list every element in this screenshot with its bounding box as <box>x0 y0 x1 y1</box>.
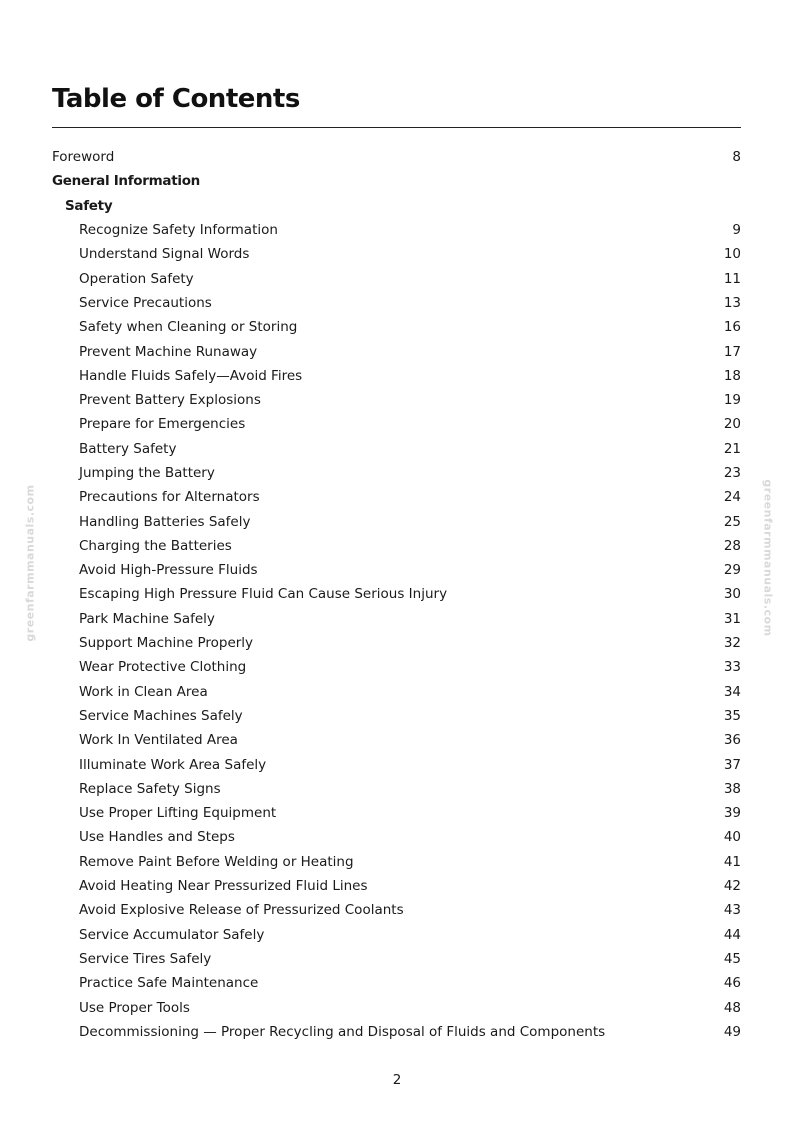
toc-entry-label: Prevent Battery Explosions <box>79 392 261 409</box>
toc-entry[interactable] <box>52 825 741 849</box>
toc-entry[interactable] <box>52 752 741 776</box>
toc-entry[interactable] <box>52 291 741 315</box>
toc-entry[interactable] <box>52 680 741 704</box>
toc-entry[interactable] <box>52 534 741 558</box>
toc-entry-page: 10 <box>723 246 741 263</box>
toc-entry[interactable] <box>52 898 741 922</box>
toc-entry-page: 44 <box>723 926 741 943</box>
toc-entry-page: 34 <box>723 683 741 700</box>
toc-entry-label: Handle Fluids Safely—Avoid Fires <box>79 367 303 384</box>
toc-entry[interactable] <box>52 631 741 655</box>
toc-entry[interactable] <box>52 509 741 533</box>
toc-entry[interactable] <box>52 704 741 728</box>
watermark-right: greenfarmmanuals.com <box>761 479 775 637</box>
toc-entry[interactable] <box>52 339 741 363</box>
toc-entry-label: Prepare for Emergencies <box>79 416 246 433</box>
toc-entry-page: 20 <box>723 416 741 433</box>
toc-entry[interactable] <box>52 218 741 242</box>
toc-entry[interactable] <box>52 582 741 606</box>
title-divider <box>52 127 741 128</box>
toc-heading[interactable] <box>52 145 741 169</box>
toc-entry[interactable] <box>52 412 741 436</box>
watermark-left: greenfarmmanuals.com <box>23 484 37 642</box>
toc-entry-label: Understand Signal Words <box>79 246 250 263</box>
toc-entry-page: 46 <box>723 975 741 992</box>
toc-entry-page: 42 <box>723 878 741 895</box>
toc-entry-page: 32 <box>723 635 741 652</box>
toc-entry-label: Avoid Explosive Release of Pressurized Coolants <box>79 902 404 919</box>
toc-entry-label: Decommissioning — Proper Recycling and Disposal of Fluids and Components <box>79 1023 606 1040</box>
toc-entry-label: Foreword <box>52 149 115 166</box>
toc-entry-page: 25 <box>723 513 741 530</box>
toc-entry-page: 24 <box>723 489 741 506</box>
toc-entry-page: 29 <box>723 562 741 579</box>
toc-entry-label: Battery Safety <box>79 440 177 457</box>
toc-entry[interactable] <box>52 728 741 752</box>
toc-entry-page: 48 <box>723 999 741 1016</box>
toc-entry[interactable] <box>52 242 741 266</box>
toc-entry-page: 23 <box>723 465 741 481</box>
toc-entry-page: 41 <box>723 853 741 870</box>
toc-entry-label: Safety when Cleaning or Storing <box>79 319 298 336</box>
toc-entry-label: Service Accumulator Safely <box>79 926 265 943</box>
toc-entry-page: 36 <box>723 732 741 749</box>
toc-entry-label: Park Machine Safely <box>79 610 215 627</box>
toc-entry[interactable] <box>52 971 741 995</box>
toc-entry-label: Work in Clean Area <box>79 683 208 700</box>
toc-entry-label: General Information <box>52 173 200 190</box>
page-title: Table of Contents <box>52 84 300 114</box>
toc-entry-label: Safety <box>65 197 113 214</box>
toc-entry-label: Service Precautions <box>79 294 212 311</box>
toc-entry-label: Service Machines Safely <box>79 707 243 724</box>
toc-entry-page: 39 <box>723 805 741 822</box>
toc-entry-label: Jumping the Battery <box>79 465 215 481</box>
toc-entry[interactable] <box>52 315 741 339</box>
toc-entry-page: 19 <box>723 392 741 409</box>
toc-entry-label: Illuminate Work Area Safely <box>79 756 267 773</box>
toc-entry[interactable] <box>52 777 741 801</box>
toc-entry-page: 31 <box>723 610 741 627</box>
toc-entry-label: Avoid High-Pressure Fluids <box>79 562 258 579</box>
toc-entry[interactable] <box>52 1020 741 1044</box>
toc-entry[interactable] <box>52 558 741 582</box>
toc-entry-page: 43 <box>723 902 741 919</box>
toc-entry-label: Remove Paint Before Welding or Heating <box>79 853 354 870</box>
toc-entry-label: Precautions for Alternators <box>79 489 260 506</box>
toc-entry-label: Charging the Batteries <box>79 537 232 554</box>
toc-entry-page: 21 <box>723 440 741 457</box>
toc-list <box>52 145 741 1044</box>
toc-entry[interactable] <box>52 850 741 874</box>
toc-entry[interactable] <box>52 874 741 898</box>
toc-heading <box>52 194 741 218</box>
toc-entry[interactable] <box>52 947 741 971</box>
toc-entry-page: 35 <box>723 707 741 724</box>
toc-entry[interactable] <box>52 923 741 947</box>
toc-entry[interactable] <box>52 461 741 485</box>
toc-entry[interactable] <box>52 437 741 461</box>
toc-entry-page: 11 <box>723 270 741 287</box>
toc-entry-page: 33 <box>723 659 741 676</box>
toc-entry-label: Wear Protective Clothing <box>79 659 247 676</box>
toc-entry-page: 30 <box>723 586 741 603</box>
toc-entry-label: Handling Batteries Safely <box>79 513 251 530</box>
toc-entry-page: 9 <box>732 222 741 239</box>
toc-entry[interactable] <box>52 801 741 825</box>
toc-entry-label: Escaping High Pressure Fluid Can Cause Serious Injury <box>79 586 448 603</box>
toc-entry[interactable] <box>52 485 741 509</box>
toc-entry[interactable] <box>52 364 741 388</box>
toc-entry-page: 8 <box>732 149 741 166</box>
toc-entry-label: Operation Safety <box>79 270 194 287</box>
toc-entry-label: Work In Ventilated Area <box>79 732 238 749</box>
toc-entry-page: 16 <box>723 319 741 336</box>
toc-entry[interactable] <box>52 995 741 1019</box>
toc-entry-label: Replace Safety Signs <box>79 780 221 797</box>
toc-entry[interactable] <box>52 266 741 290</box>
toc-entry-page: 17 <box>723 343 741 360</box>
toc-entry-label: Practice Safe Maintenance <box>79 975 259 992</box>
toc-entry-label: Recognize Safety Information <box>79 222 278 239</box>
page-number: 2 <box>392 1072 402 1088</box>
toc-entry-page: 37 <box>723 756 741 773</box>
toc-entry-label: Support Machine Properly <box>79 635 254 652</box>
toc-entry-page: 38 <box>723 780 741 797</box>
toc-entry-page: 45 <box>723 950 741 967</box>
toc-entry-label: Use Proper Tools <box>79 999 190 1016</box>
toc-entry[interactable] <box>52 607 741 631</box>
toc-entry-label: Use Proper Lifting Equipment <box>79 805 277 822</box>
toc-entry-label: Use Handles and Steps <box>79 829 235 846</box>
toc-entry[interactable] <box>52 655 741 679</box>
toc-heading <box>52 169 741 193</box>
toc-entry-label: Service Tires Safely <box>79 950 212 967</box>
toc-entry[interactable] <box>52 388 741 412</box>
toc-entry-page: 13 <box>723 294 741 311</box>
toc-entry-page: 49 <box>723 1023 741 1040</box>
toc-entry-label: Prevent Machine Runaway <box>79 343 258 360</box>
toc-entry-page: 40 <box>723 829 741 846</box>
toc-entry-page: 28 <box>723 537 741 554</box>
toc-entry-page: 18 <box>723 367 741 384</box>
toc-entry-label: Avoid Heating Near Pressurized Fluid Lines <box>79 878 368 895</box>
